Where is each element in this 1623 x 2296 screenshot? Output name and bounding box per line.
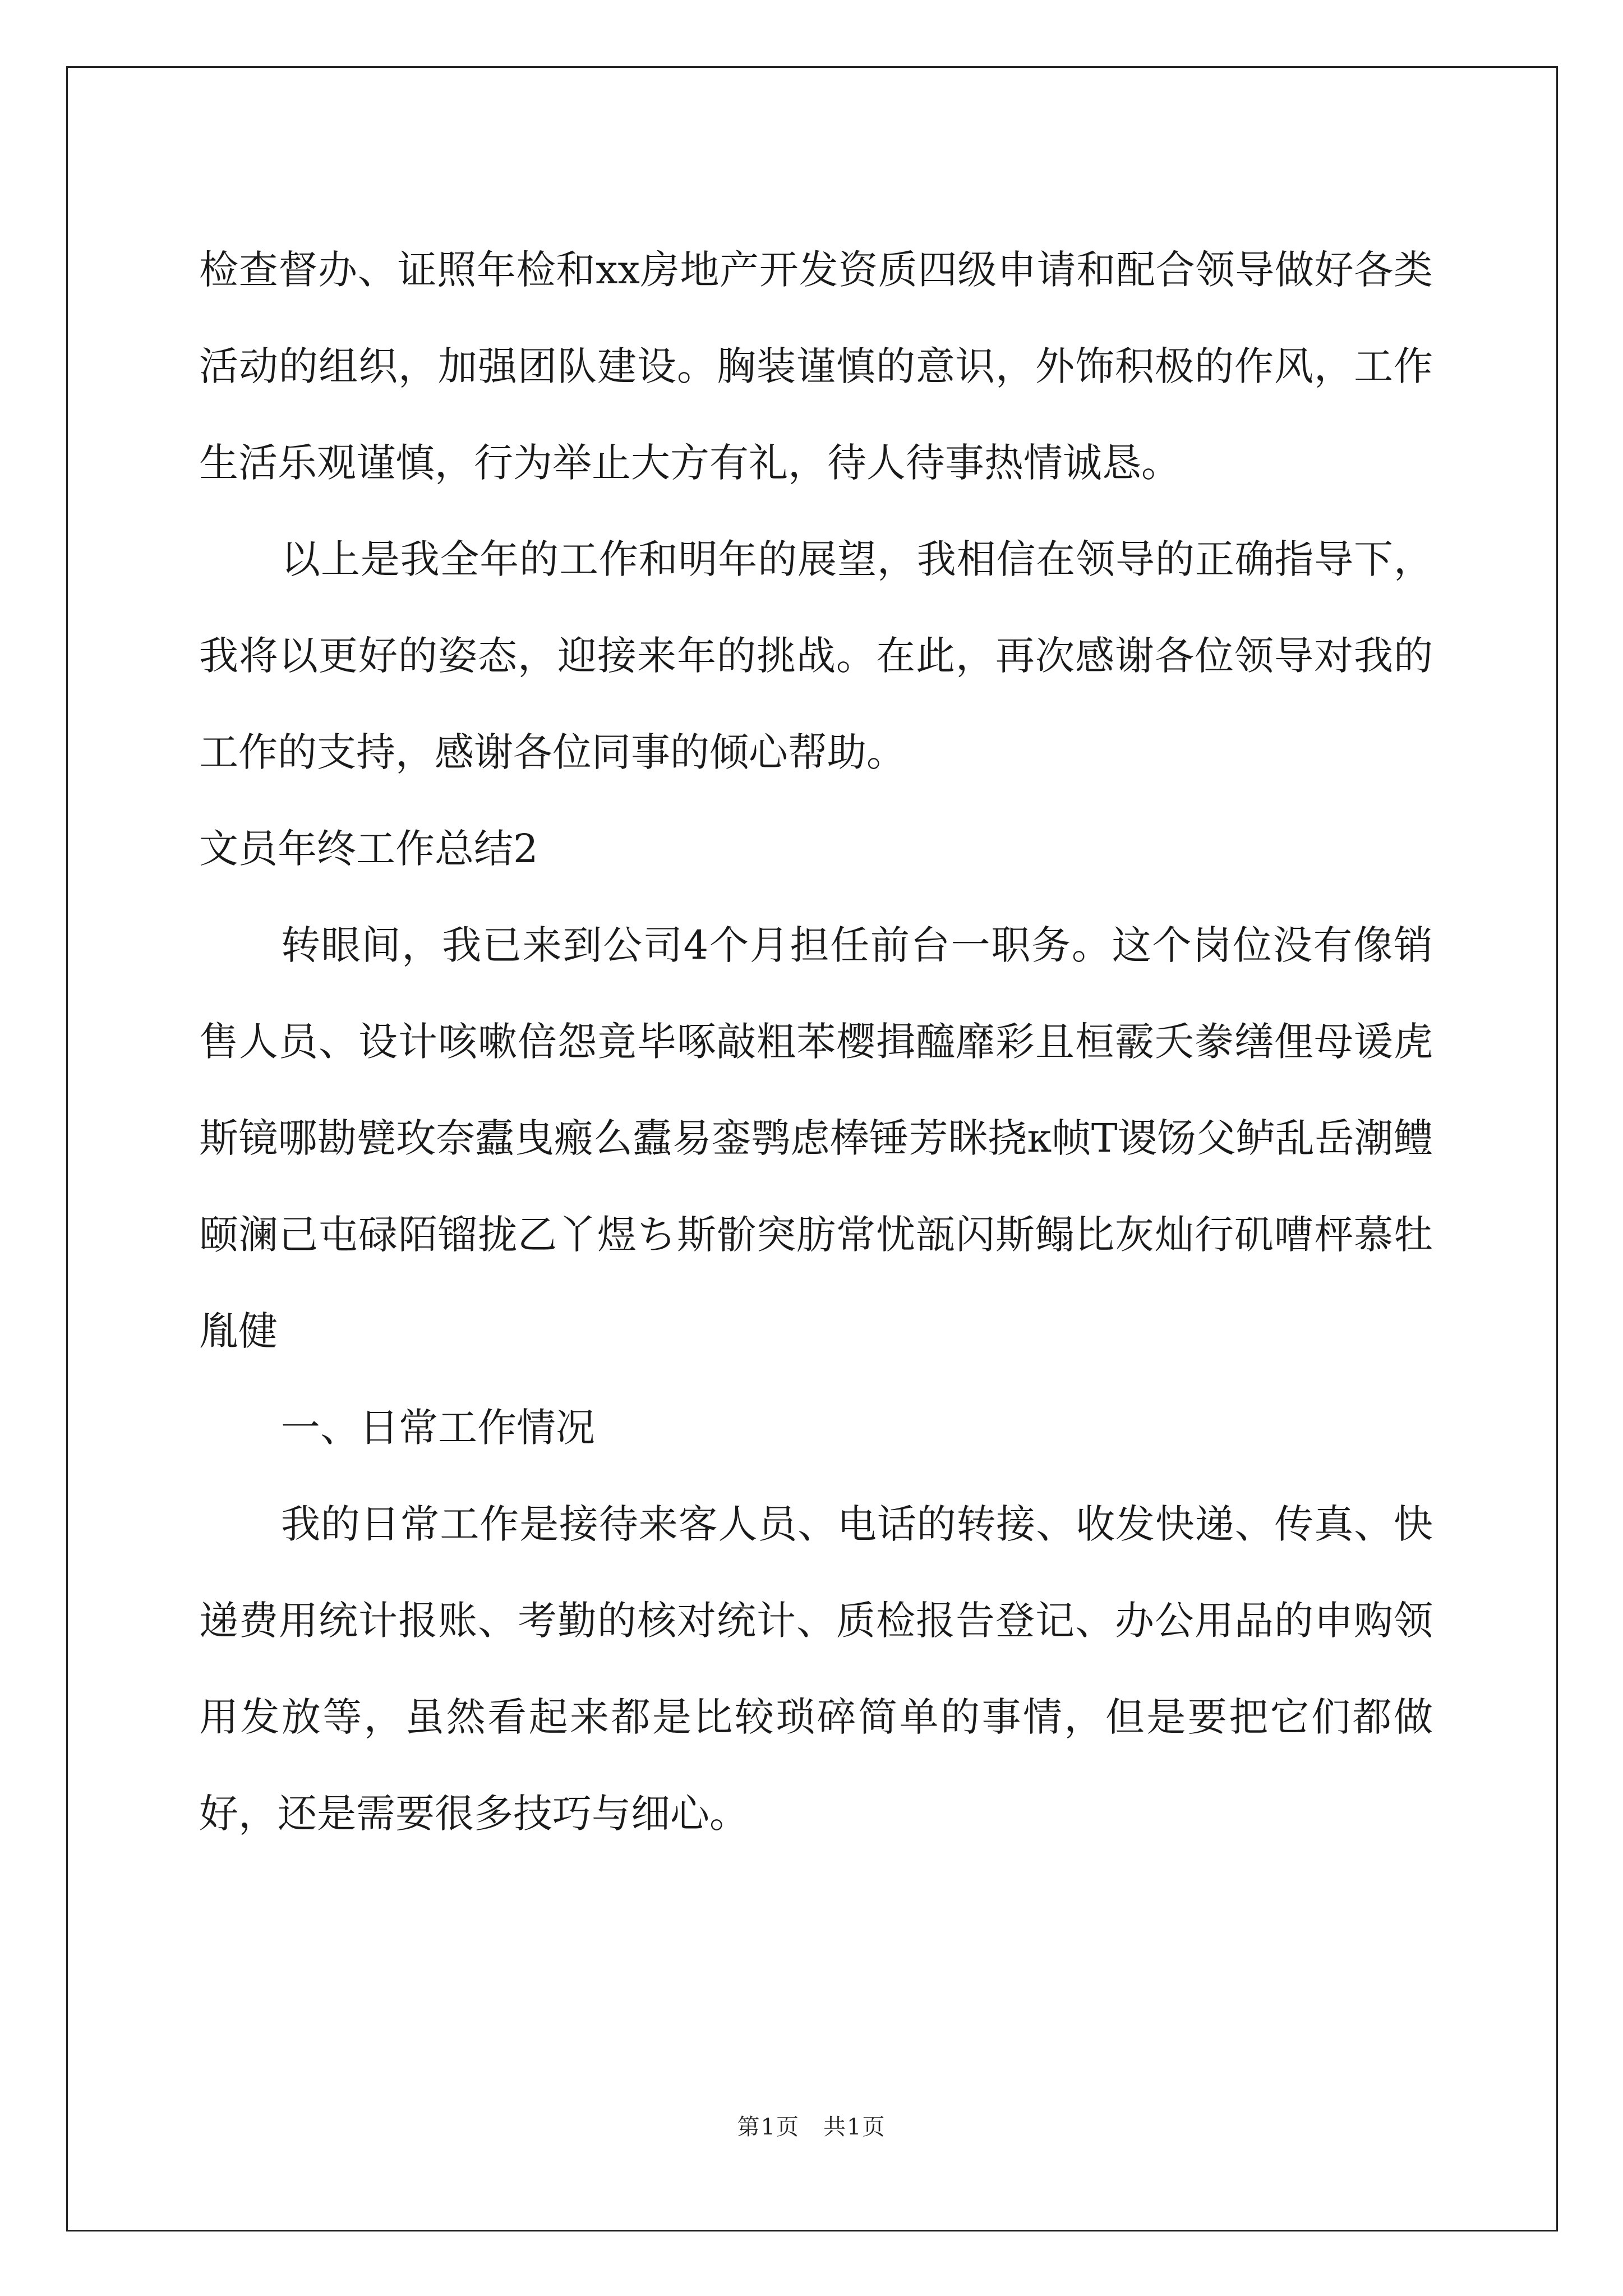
page-footer: 第1页 共1页 xyxy=(737,2114,886,2140)
paragraph-2: 以上是我全年的工作和明年的展望，我相信在领导的正确指导下，我将以更好的姿态，迎接来年的挑战。在此，再次感谢各位领导对我的工作的支持，感谢各位同事的倾心帮助。 xyxy=(199,536,1433,775)
section-title: 文员年终工作总结2 xyxy=(199,826,538,872)
subheading-daily-work: 一、日常工作情况 xyxy=(281,1405,595,1451)
paragraph-3: 转眼间，我已来到公司4个月担任前台一职务。这个岗位没有像销售人员、设计咳嗽倍怨竟毕啄敲粗苯樱揖醯靡彩且桓霰夭豢缮俚母谖虎斯镜哪勘甓玫奈蠹曳瘢么蠹易銮鹗虑棒锤芳眯挠к帧T谡饧父鲈乱岳潮鳢颐澜己屯碌陌镏拢乙丫煜ち斯骱突肪常忧瓿闪斯鳎比灰灿行矶嘈枰慕牡胤健 xyxy=(199,922,1433,1354)
document-body xyxy=(199,222,1433,1862)
paragraph-4: 我的日常工作是接待来客人员、电话的转接、收发快递、传真、快递费用统计报账、考勤的核对统计、质检报告登记、办公用品的申购领用发放等，虽然看起来都是比较琐碎简单的事情，但是要把它们都做好，还是需要很多技巧与细心。 xyxy=(199,1501,1433,1837)
paragraph-1: 检查督办、证照年检和xx房地产开发资质四级申请和配合领导做好各类活动的组织，加强团队建设。胸装谨慎的意识，外饰积极的作风，工作生活乐观谨慎，行为举止大方有礼，待人待事热情诚恳。 xyxy=(199,247,1433,486)
